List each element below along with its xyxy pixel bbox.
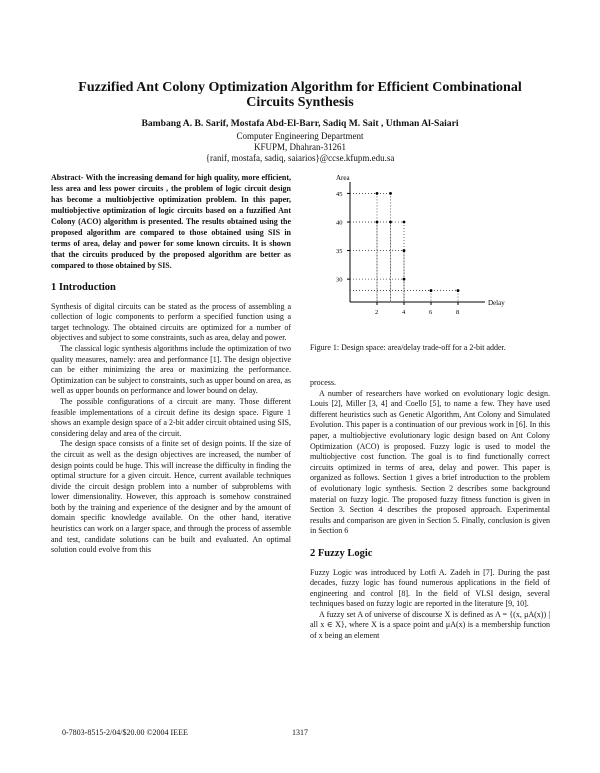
figure-design-space	[310, 172, 550, 337]
y-tick-label: 30	[336, 276, 343, 284]
intro-paragraph-1: Synthesis of digital circuits can be stated as the process of assembling a collection of logic components to perform a specified function using a target technology. The obtained circuits are optimized for a number of objectives and subject to some constraints, such as area, delay and power.	[51, 301, 291, 343]
right-paragraph-1: process.	[310, 378, 336, 387]
paper-title: Fuzzified Ant Colony Optimization Algorithm for Efficient Combinational Circuits Synthesis	[78, 80, 522, 110]
affiliation-emails: {ranif, mostafa, sadiq, saiarios}@ccse.kfupm.edu.sa	[205, 153, 395, 163]
intro-paragraph-2: The classical logic synthesis algorithms include the optimization of two quality measures, namely: area and performance [1]. The design objective can be either minimizing the area or maximizing the performance. Optimization can be subject to constraints, such as upper bound on area, as well as upper bounds on performance and lower bound on delay.	[51, 343, 291, 396]
intro-paragraph-4: The design space consists of a finite set of design points. If the size of the circuit as well as the design objectives are increased, the number of design points could be huge. This will increase the difficulty in finding the optimal structure for a given circuit. Hence, current available techniques divide the circuit design problem into a number of subproblems with lower dimensionality. However, this approach is somehow constrained both by the training and experience of the designer and by the amount of domain specific knowledge available. On the other hand, iterative heuristics can work on a larger space, and through the process of assemble and test, candidate solutions can be built and evaluated. An optimal solution could evolve from this	[51, 439, 291, 555]
affiliation-department: Computer Engineering Department	[236, 131, 364, 141]
y-tick-label: 40	[336, 219, 343, 227]
design-point	[430, 289, 433, 292]
design-point	[376, 221, 379, 224]
section-heading-fuzzy-logic: 2 Fuzzy Logic	[310, 547, 373, 559]
right-paragraph-2: A number of researchers have worked on evolutionary logic design. Louis [2], Miller [3, 4] and Coello [5], to name a few. They have used different heuristics such as Genetic Algorithm, Ant Colony and Simulated Evolution. This paper is a continuation of our previous work in [6]. In this paper, a multiobjective evolutionary logic design based on Ant Colony Optimization (ACO) is proposed. Fuzzy logic is used to model the multiobjective cost function. The goal is to find functionally correct circuits optimized in terms of area, delay and power. This paper is organized as follows. Section 1 gives a brief introduction to the problem of evolutionary logic synthesis. Section 2 describes some background material on fuzzy logic. The proposed fuzzy fitness function is given in Section 3. Section 4 describes the proposed approach. Experimental results and comparison are given in Section 5. Finally, conclusion is given in Section 6	[310, 388, 550, 536]
right-column	[310, 378, 550, 642]
x-tick-label: 4	[402, 309, 406, 316]
design-space-chart	[310, 172, 550, 337]
x-tick-label: 6	[429, 309, 433, 316]
intro-paragraph-3: The possible configurations of a circuit are many. Those different feasible implementations of a circuit define its design space. Figure 1 shows an example design space of a 2-bit adder circuit obtained using SIS, considering delay and area of the circuit.	[51, 396, 291, 438]
abstract: Abstract- With the increasing demand for high quality, more efficient, less area and less power circuits , the problem of logic circuit design has become a multiobjective optimization problem. In this paper, multiobjective optimization of logic circuits based on a fuzzified Ant Colony (ACO) algorithm is presented. The results obtained using the proposed algorithm are compared to those obtained using SIS in terms of area, delay and power for some known circuits. It is shown that the circuits produced by the proposed algorithm are better as compared to those obtained by SIS.	[51, 173, 291, 270]
fuzzy-paragraph-1: Fuzzy Logic was introduced by Lotfi A. Zadeh in [7]. During the past decades, fuzzy logic has found numerous applications in the field of engineering and control [8]. In the field of VLSI design, several techniques based on fuzzy logic are reported in the literature [9, 10].	[310, 567, 550, 609]
y-tick-label: 35	[336, 248, 343, 256]
design-point	[389, 192, 392, 195]
design-point	[403, 249, 406, 252]
author-list: Bambang A. B. Sarif, Mostafa Abd-El-Barr, Sadiq M. Sait , Uthman Al-Saiari	[141, 118, 459, 129]
x-tick-label: 2	[375, 309, 379, 316]
affiliation-institution: KFUPM, Dhahran-31261	[254, 142, 346, 152]
footer-copyright: 0-7803-8515-2/04/$20.00 ©2004 IEEE	[62, 728, 188, 737]
y-tick-label: 45	[336, 190, 343, 198]
design-point	[403, 221, 406, 224]
x-tick-label: 8	[456, 309, 460, 316]
left-column	[51, 172, 291, 556]
page-number: 1317	[292, 728, 308, 737]
fuzzy-paragraph-2: A fuzzy set A of universe of discourse X is defined as A = {(x, μA(x)) | all x ∈ X}, where X is a space point and μA(x) is a membership function of x being an element	[310, 609, 550, 641]
x-axis-label: Delay	[488, 299, 505, 307]
design-point	[389, 221, 392, 224]
section-heading-introduction: 1 Introduction	[51, 282, 116, 293]
design-point	[457, 289, 460, 292]
y-axis-label: Area	[336, 174, 350, 182]
design-point	[403, 278, 406, 281]
design-point	[376, 192, 379, 195]
figure-caption: Figure 1: Design space: area/delay trade-off for a 2-bit adder.	[310, 343, 506, 352]
